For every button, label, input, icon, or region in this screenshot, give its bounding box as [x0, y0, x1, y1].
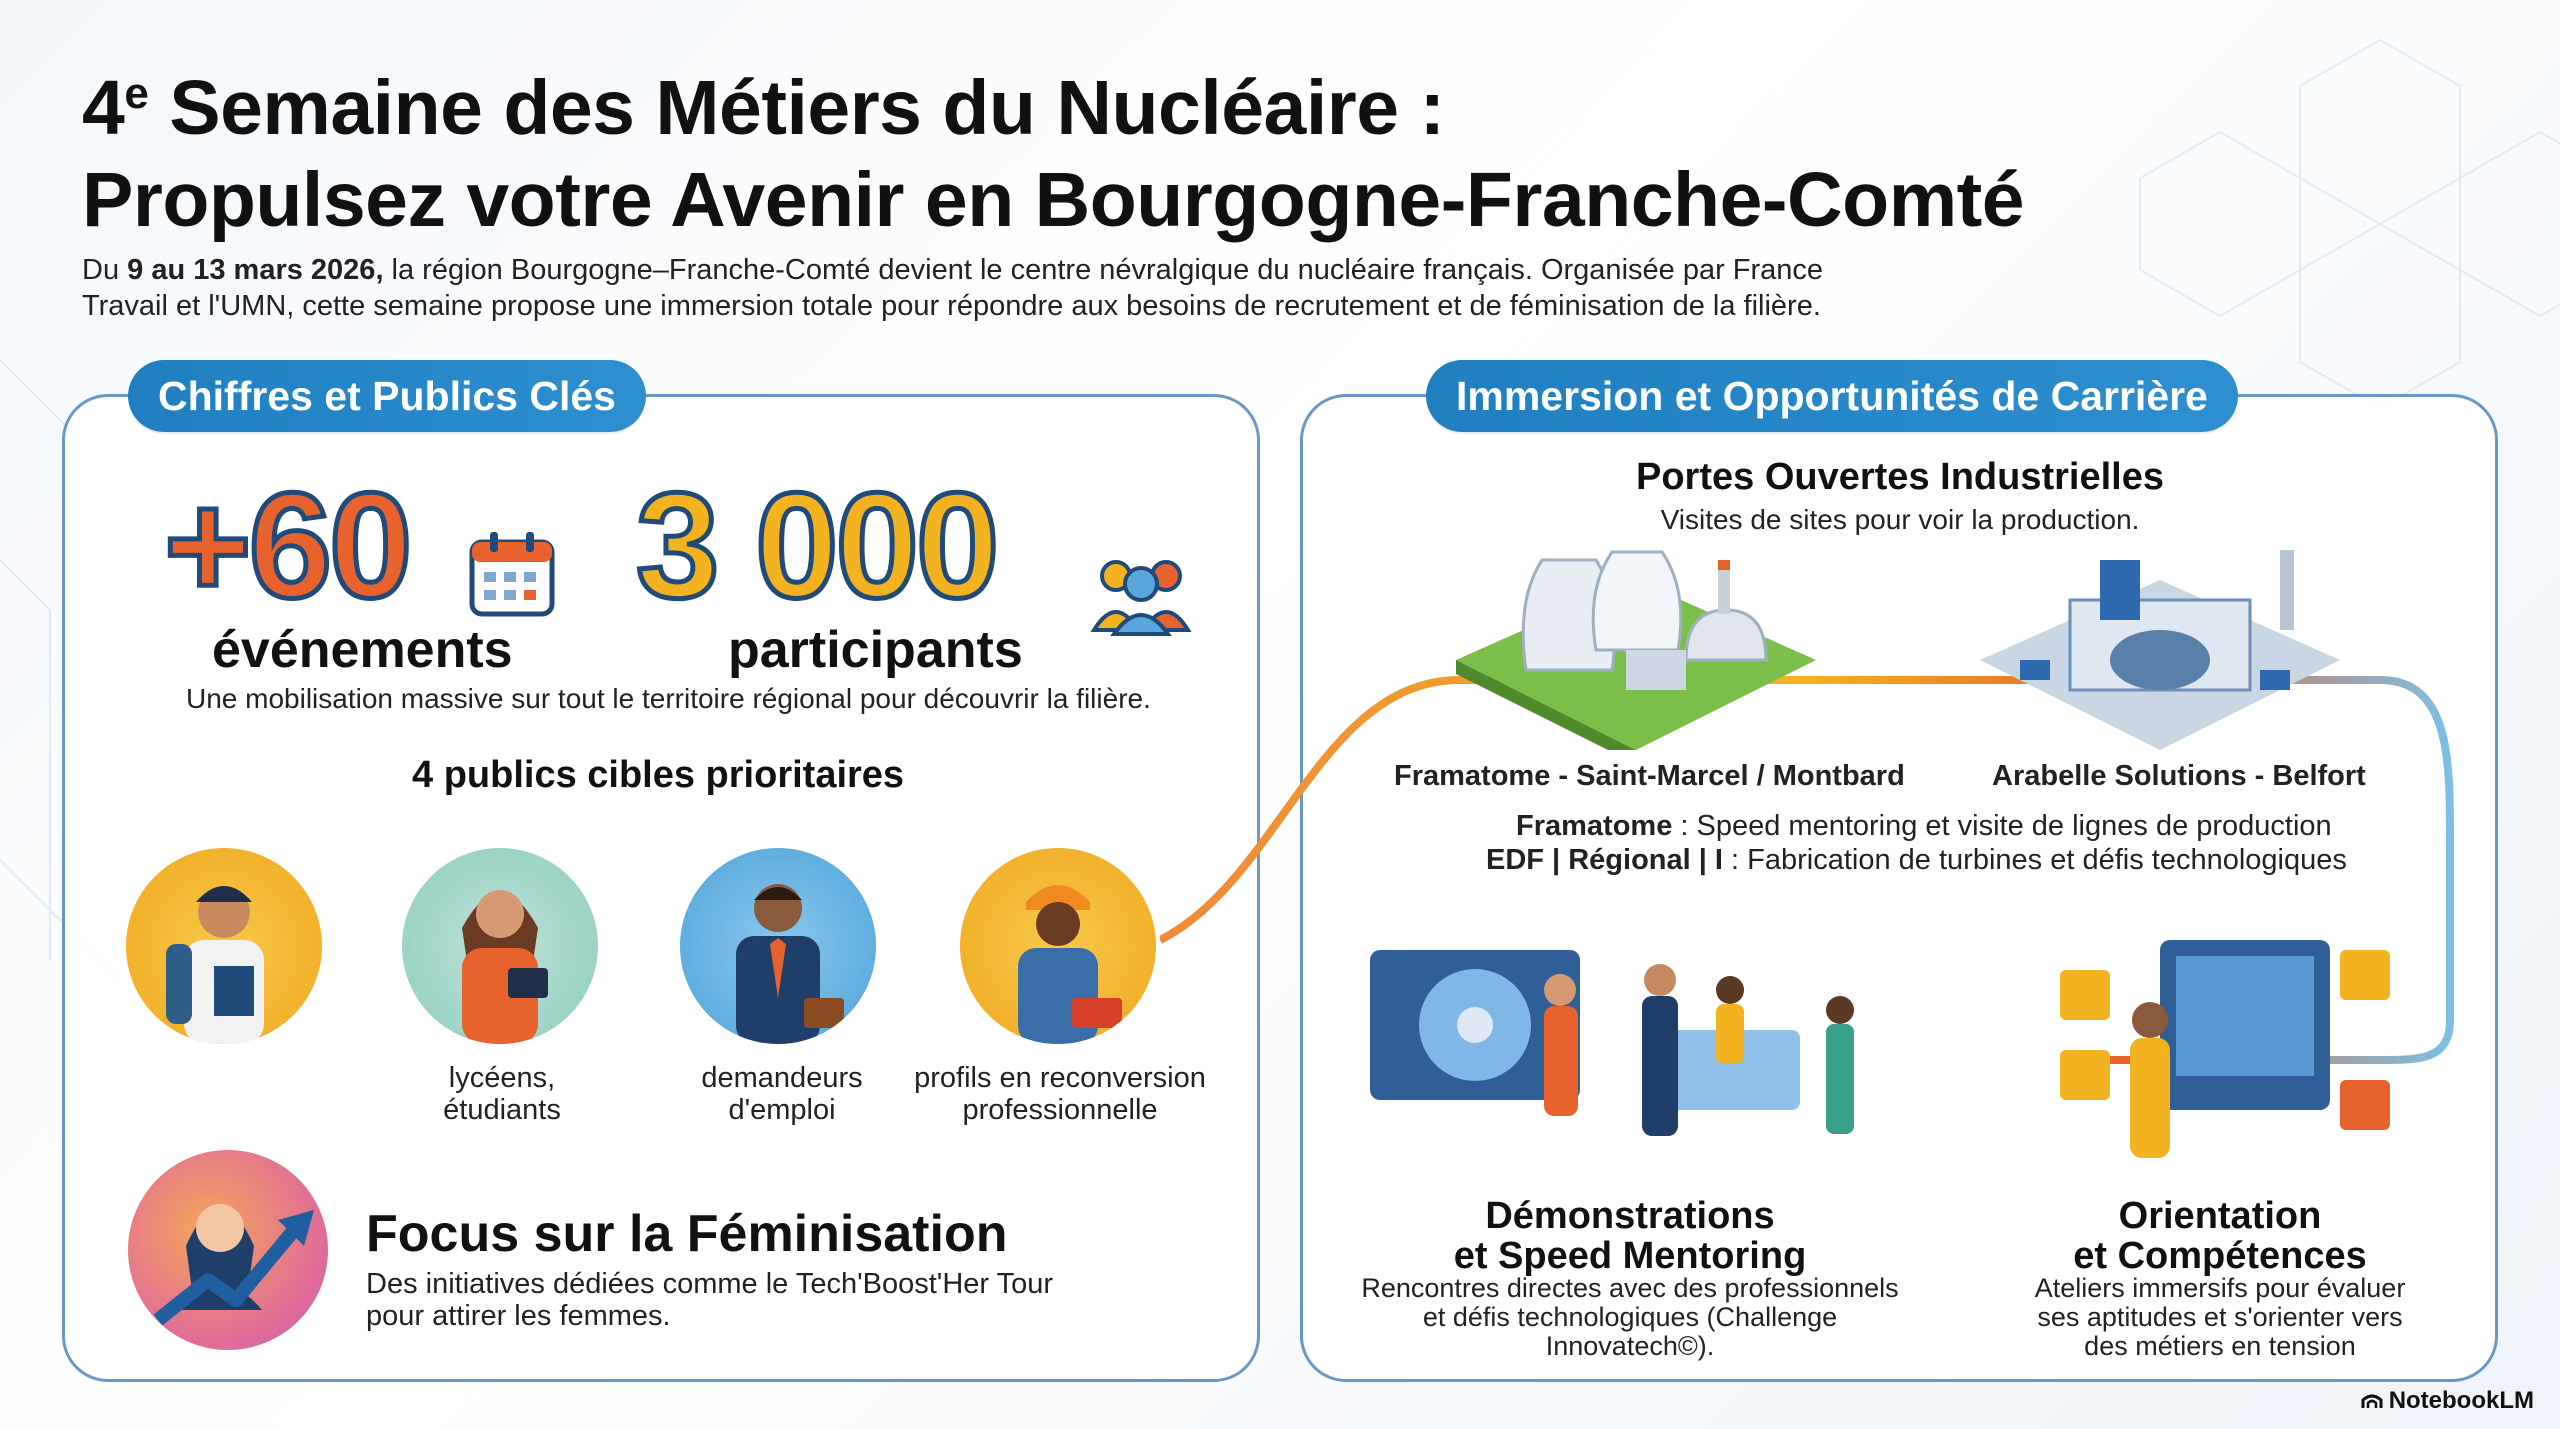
- demo-desc-l2: et défis technologiques (Challenge: [1422, 1302, 1838, 1332]
- demo-desc-l1: Rencontres directes avec des professionnels: [1361, 1273, 1899, 1303]
- stat-participants-label: participants: [728, 621, 1023, 679]
- left-panel-header: Chiffres et Publics Clés: [128, 360, 646, 432]
- orientation-description: [2000, 1274, 2440, 1361]
- site-framatome: Framatome - Saint-Marcel / Montbard: [1394, 760, 1905, 792]
- title-superscript: e: [124, 69, 149, 118]
- persona-label-students-l2: étudiants: [443, 1094, 561, 1126]
- portes-ouvertes-title: Portes Ouvertes Industrielles: [1636, 456, 2164, 498]
- edf-line-bold: EDF | Régional | I: [1486, 844, 1723, 876]
- nuclear-plant-illustration: [1456, 540, 1816, 750]
- businessman-icon: [680, 848, 876, 1044]
- calendar-icon: [468, 530, 556, 618]
- student-icon: [126, 848, 322, 1044]
- title-line-1-text: Semaine des Métiers du Nucléaire :: [148, 65, 1445, 151]
- orientation-title-l1: Orientation: [2118, 1195, 2322, 1237]
- stat-participants-value: 3 000: [636, 461, 997, 629]
- turbine-factory-illustration: [1980, 540, 2340, 750]
- stat-events-value: +60: [164, 461, 410, 629]
- portes-ouvertes-subtitle: Visites de sites pour voir la production.: [1660, 504, 2140, 535]
- title-prefix: 4: [82, 65, 125, 151]
- woman-growth-arrow-icon: [128, 1150, 328, 1350]
- framatome-line-text: : Speed mentoring et visite de lignes de production: [1672, 810, 2332, 842]
- persona-job-seeker: [680, 848, 876, 1044]
- demo-description: [1330, 1274, 1930, 1361]
- persona-label-students: [402, 1062, 602, 1126]
- edf-line: [1486, 844, 2347, 877]
- feminisation-description: [366, 1268, 1126, 1332]
- persona-label-students-l1: lycéens,: [448, 1062, 556, 1094]
- orientation-desc-l1: Ateliers immersifs pour évaluer: [2034, 1273, 2406, 1303]
- feminisation-icon: [128, 1150, 328, 1350]
- persona-high-school: [402, 848, 598, 1044]
- persona-label-job-seekers: [670, 1062, 894, 1126]
- worker-hardhat-icon: [960, 848, 1156, 1044]
- title-line-2: Propulsez votre Avenir en Bourgogne-Franche-Comté: [82, 157, 2025, 243]
- orientation-title-l2: et Compétences: [2073, 1235, 2367, 1277]
- notebooklm-logo-icon: [2361, 1392, 2383, 1410]
- demo-title-l1: Démonstrations: [1485, 1195, 1775, 1237]
- orientation-title: [2000, 1196, 2440, 1276]
- tablet-woman-icon: [402, 848, 598, 1044]
- orientation-desc-l2: ses aptitudes et s'orienter vers: [2037, 1302, 2403, 1332]
- intro-text-1: la région Bourgogne–Franche-Comté devient le centre névralgique du nucléaire français. Organisée par France: [383, 254, 1824, 286]
- intro-dates: 9 au 13 mars 2026,: [127, 254, 384, 286]
- persona-label-reconversion-l1: profils en reconversion: [914, 1062, 1206, 1094]
- persona-label-reconversion-l2: professionnelle: [962, 1094, 1158, 1126]
- demo-title: [1340, 1196, 1920, 1276]
- page-title: [82, 48, 2382, 246]
- persona-student: [126, 848, 322, 1044]
- brand-label: NotebookLM: [2388, 1387, 2534, 1414]
- orientation-illustration: [2040, 920, 2400, 1180]
- framatome-line-bold: Framatome: [1516, 810, 1673, 842]
- intro-pre: Du: [82, 254, 128, 286]
- demo-desc-l3: Innovatech©).: [1545, 1331, 1715, 1361]
- persona-career-change: [960, 848, 1156, 1044]
- site-arabelle: Arabelle Solutions - Belfort: [1992, 760, 2366, 792]
- brand: [2361, 1387, 2534, 1415]
- persona-label-job-seekers-l2: d'emploi: [728, 1094, 836, 1126]
- demo-title-l2: et Speed Mentoring: [1453, 1235, 1807, 1277]
- feminisation-desc-l2: pour attirer les femmes.: [366, 1300, 671, 1332]
- persona-label-job-seekers-l1: demandeurs: [701, 1062, 863, 1094]
- edf-line-text: : Fabrication de turbines et défis technologiques: [1722, 844, 2347, 876]
- feminisation-desc-l1: Des initiatives dédiées comme le Tech'Boost'Her Tour: [366, 1268, 1053, 1300]
- speed-mentoring-illustration: [1370, 920, 1890, 1180]
- framatome-line: [1516, 810, 2332, 843]
- intro-paragraph: [82, 252, 1982, 324]
- publics-title: 4 publics cibles prioritaires: [412, 754, 905, 796]
- stats-description: Une mobilisation massive sur tout le territoire régional pour découvrir la filière.: [186, 683, 1151, 714]
- people-group-icon: [1086, 550, 1196, 636]
- feminisation-title: Focus sur la Féminisation: [366, 1205, 1008, 1263]
- intro-text-2: Travail et l'UMN, cette semaine propose une immersion totale pour répondre aux besoins de recrutement et de féminisation de la filière.: [82, 290, 1821, 322]
- stat-events-label: événements: [212, 621, 513, 679]
- right-panel-header: Immersion et Opportunités de Carrière: [1426, 360, 2238, 432]
- orientation-desc-l3: des métiers en tension: [2084, 1331, 2356, 1361]
- title-line-1: [82, 48, 2382, 154]
